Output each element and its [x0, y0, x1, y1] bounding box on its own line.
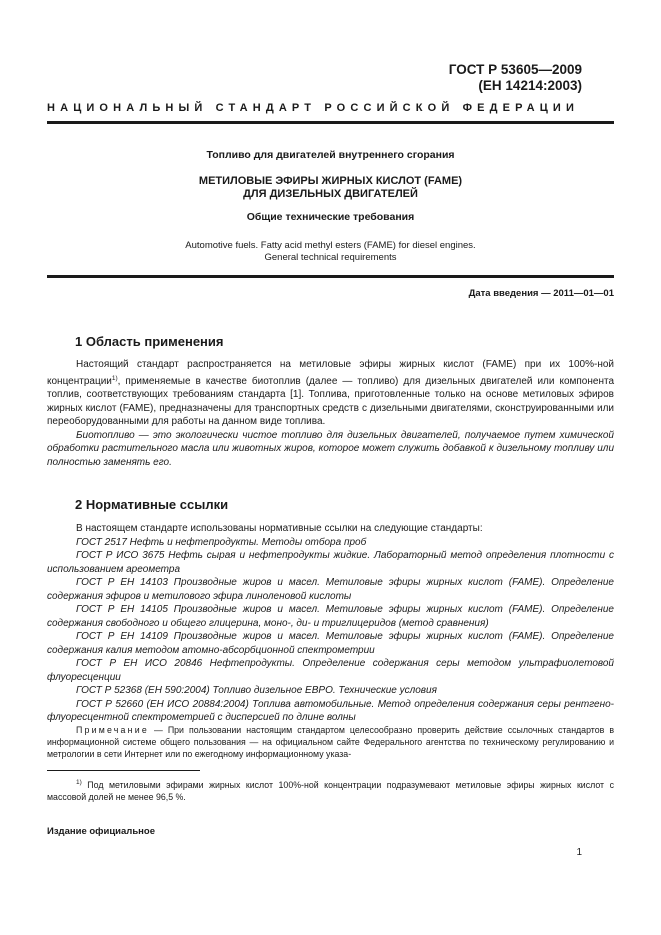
- official-edition-label: Издание официальное: [47, 826, 155, 837]
- top-rule: [47, 121, 614, 124]
- reference-item: ГОСТ Р 52660 (ЕН ИСО 20884:2004) Топлива автомобильные. Метод определения содержания серы рентгено-флуоресцентной спектрометрией с дисперсией по длине волны: [47, 698, 614, 723]
- reference-item: ГОСТ Р ЕН 14109 Производные жиров и масел. Метиловые эфиры жирных кислот (FAME). Определение содержания калия методом атомно-абсорбционной спектрометрии: [47, 631, 614, 656]
- standard-code-line2: (ЕН 14214:2003): [478, 78, 582, 93]
- reference-item: ГОСТ Р ЕН 14105 Производные жиров и масел. Метиловые эфиры жирных кислот (FAME). Определение содержания свободного и общего глицерина, моно-, ди- и триглицеридов (метод сравнения): [47, 604, 614, 629]
- title-bottom-rule: [47, 275, 614, 278]
- title-requirements: Общие технические требования: [246, 211, 415, 223]
- title-main: [47, 175, 614, 201]
- title-english-line1: Automotive fuels. Fatty acid methyl esters (FAME) for diesel engines.: [185, 240, 476, 251]
- standard-code: [449, 62, 582, 94]
- reference-item: ГОСТ 2517 Нефть и нефтепродукты. Методы отбора проб: [76, 536, 367, 548]
- section1-paragraph1: Настоящий стандарт распространяется на метиловые эфиры жирных кислот (FAME) при их 100%-ной концентрации$^{1)}$, применяемые в качестве биотоплив (далее — топливо) для дизельных двигателей или компонента топлив, соответствующих требованиям стандарта [1]. Топлива, приготовленные только на основе метиловых эфиров жирных кислот (FAME), предназначены для транспортных средств с дизельными двигателями, сконструированными или переоборудованными для работы на данном виде топлива.: [47, 359, 614, 427]
- footnote-marker: 1): [111, 374, 118, 382]
- reference-item: ГОСТ Р ИСО 3675 Нефть сырая и нефтепродукты жидкие. Лабораторный метод определения плотности с использованием ареометра: [47, 550, 614, 575]
- reference-item: ГОСТ Р 52368 (ЕН 590:2004) Топливо дизельное ЕВРО. Технические условия: [76, 685, 437, 696]
- page-number: 1: [576, 847, 582, 858]
- footnote-text: Под метиловыми эфирами жирных кислот 100%-ной концентрации подразумевают метиловые эфиры жирных кислот с массовой долей не менее 96,5 %.: [47, 780, 614, 802]
- section1-heading: 1 Область применения: [75, 334, 224, 349]
- references-note: [47, 724, 614, 760]
- footnote-separator: [47, 770, 200, 771]
- section1-body: [47, 358, 614, 469]
- footnote: [47, 777, 614, 803]
- title-english-line2: General technical requirements: [264, 252, 397, 263]
- reference-item: ГОСТ Р ЕН ИСО 20846 Нефтепродукты. Определение содержания серы методом ультрафиолетовой флуоресценции: [47, 658, 614, 683]
- references-intro: В настоящем стандарте использованы нормативные ссылки на следующие стандарты:: [76, 523, 483, 534]
- introduction-date: Дата введения — 2011—01—01: [468, 288, 614, 299]
- title-english: [47, 240, 614, 264]
- note-label: Примечание: [76, 725, 149, 735]
- note-text: — При пользовании настоящим стандартом целесообразно проверить действие ссылочных стандартов в информационной системе общего пользования — на официальном сайте Федерального агентства по техническому регулированию и метрологии в сети Интернет или по ежегодному информационному указа-: [47, 725, 614, 759]
- national-standard-banner: НАЦИОНАЛЬНЫЙ СТАНДАРТ РОССИЙСКОЙ ФЕДЕРАЦИИ: [47, 102, 580, 114]
- title-subtitle: Топливо для двигателей внутреннего сгорания: [206, 149, 455, 161]
- footnote-number: 1): [76, 779, 82, 786]
- section2-heading: 2 Нормативные ссылки: [75, 497, 229, 512]
- title-main-line2: ДЛЯ ДИЗЕЛЬНЫХ ДВИГАТЕЛЕЙ: [243, 188, 418, 200]
- standard-code-line1: ГОСТ Р 53605—2009: [448, 62, 582, 77]
- title-main-line1: МЕТИЛОВЫЕ ЭФИРЫ ЖИРНЫХ КИСЛОТ (FAME): [198, 175, 463, 187]
- normative-references: [47, 522, 614, 725]
- reference-item: ГОСТ Р ЕН 14103 Производные жиров и масел. Метиловые эфиры жирных кислот (FAME). Определение содержания эфиров и метилового эфира линоленовой кислоты: [47, 577, 614, 602]
- section1-paragraph2: Биотопливо — это экологически чистое топливо для дизельных двигателей, получаемое путем химической обработки растительного масла или животных жиров, которое может служить добавкой к дизельному топливу или полностью заменять его.: [47, 429, 614, 468]
